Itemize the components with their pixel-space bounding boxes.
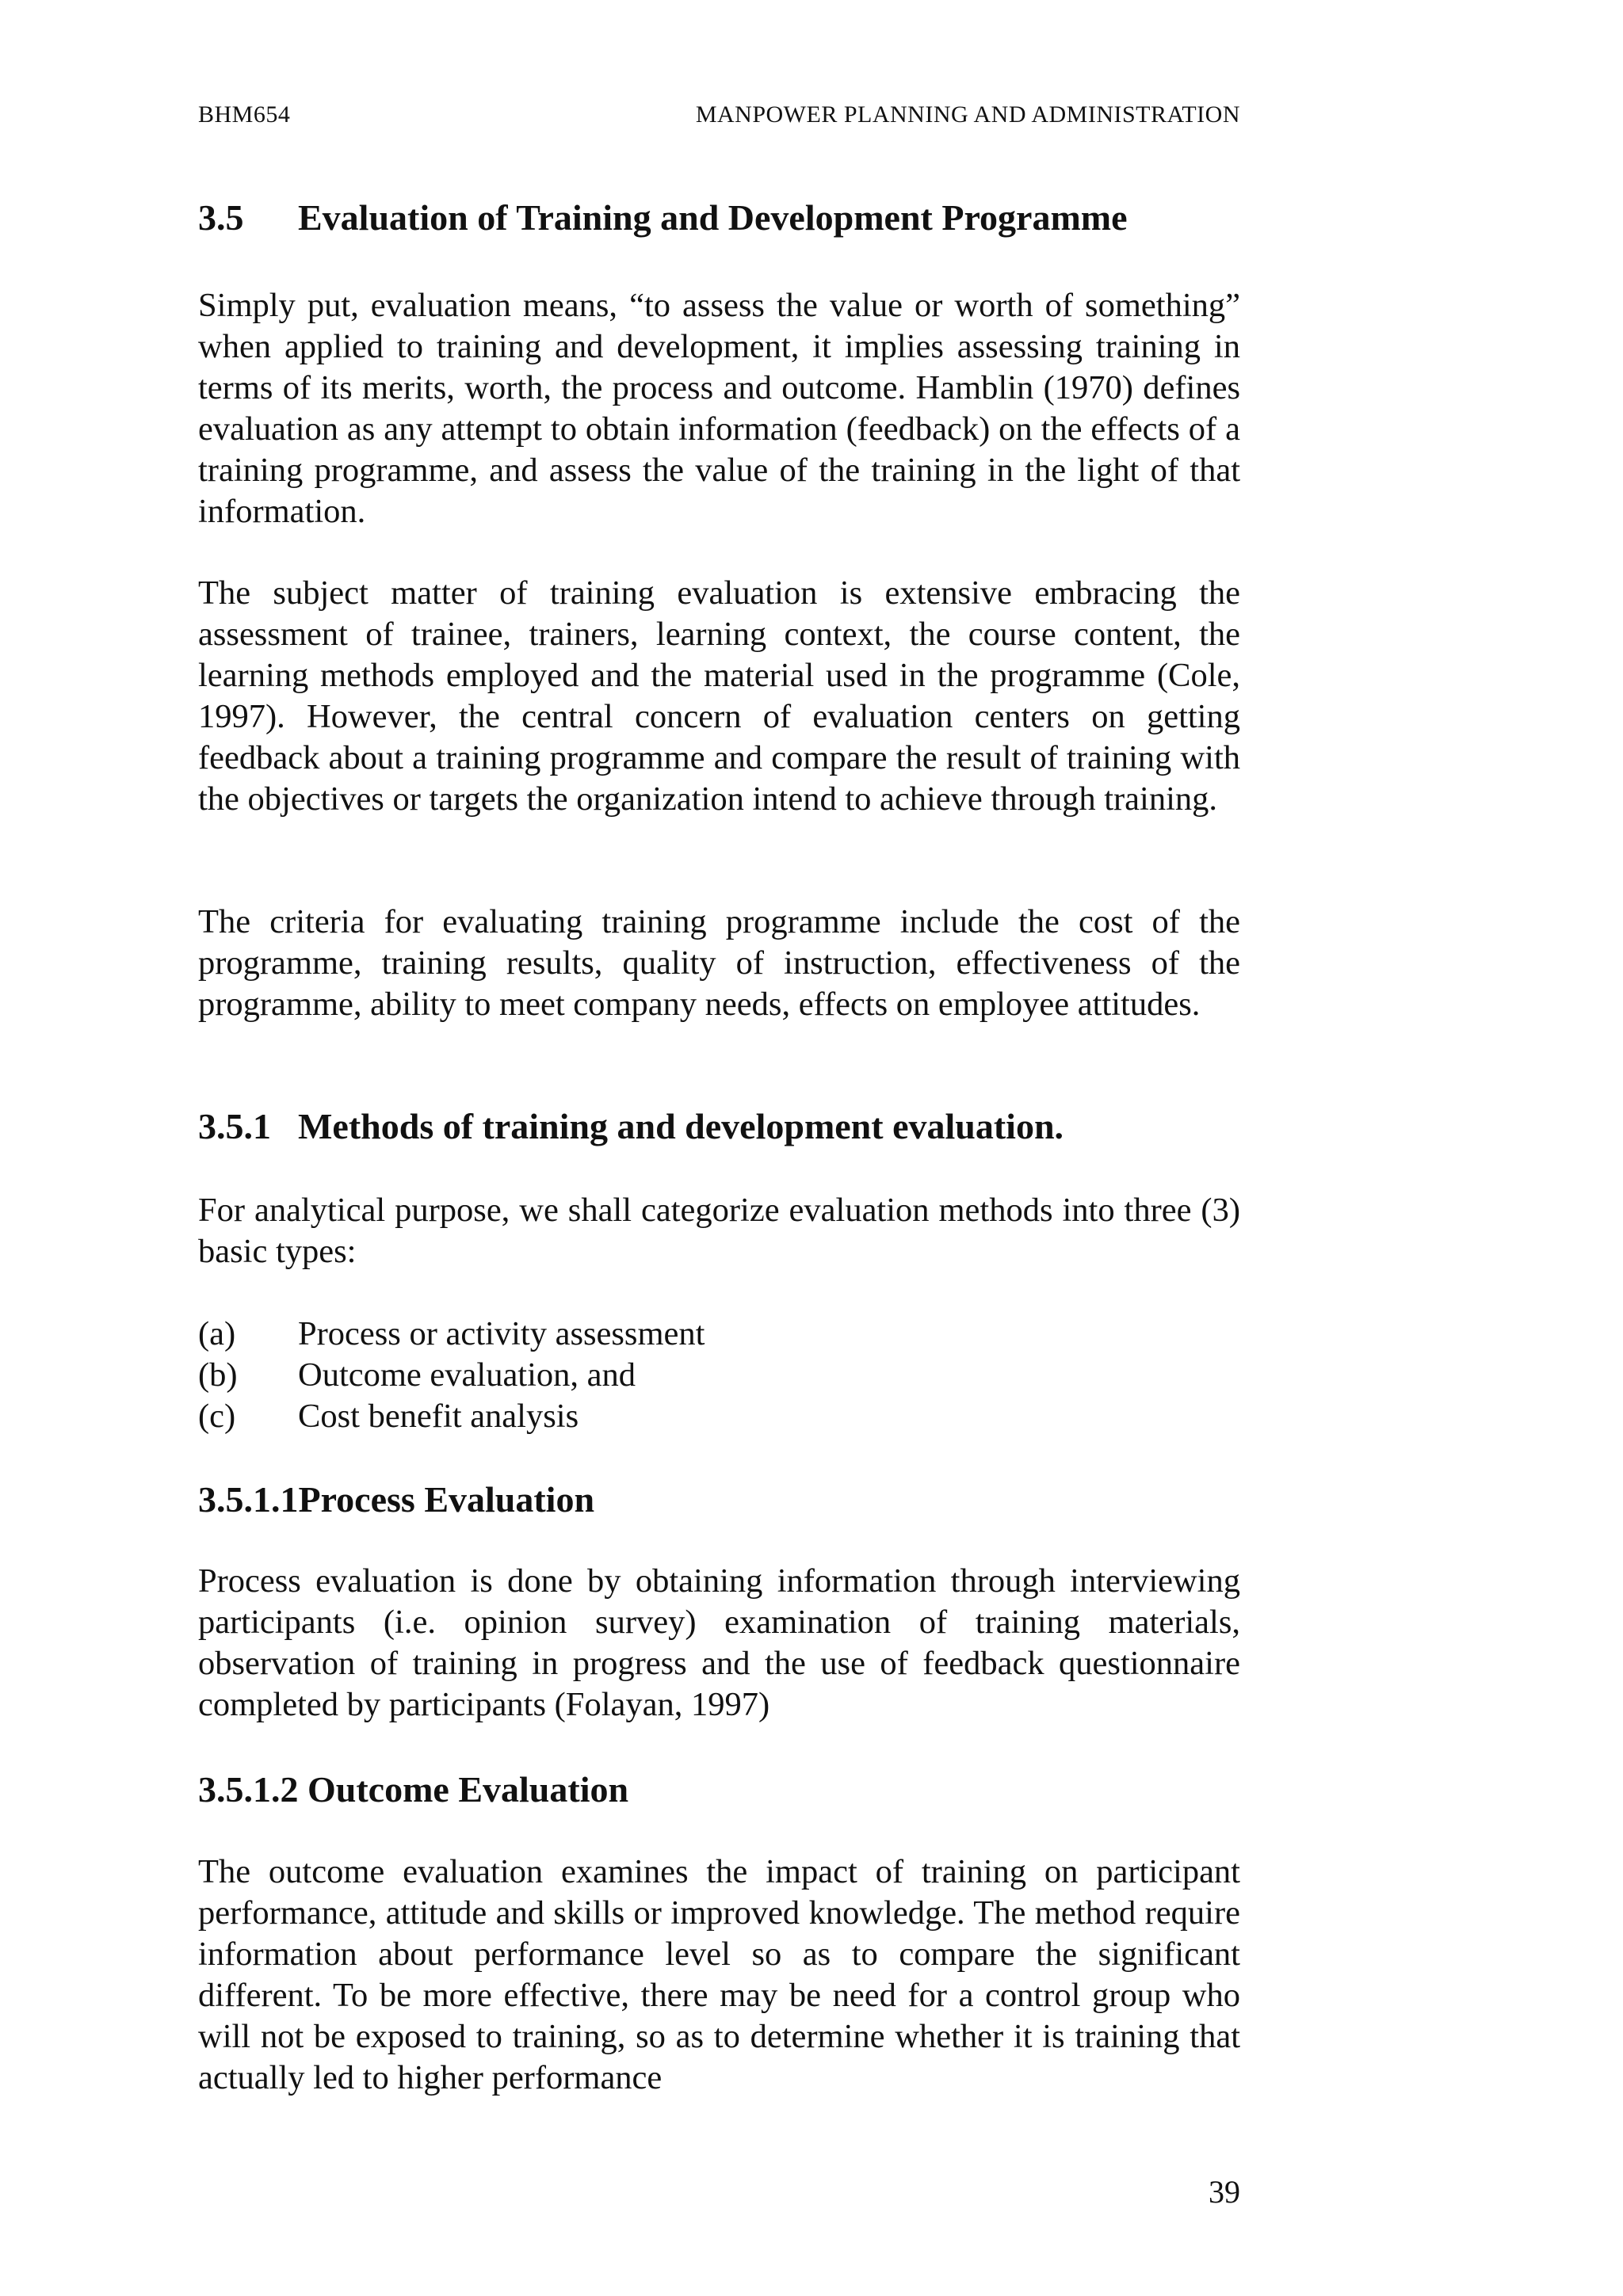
page-number: 39: [1209, 2174, 1240, 2210]
paragraph-subject-matter: The subject matter of training evaluation is extensive embracing the assessment of trainee, trainers, learning context, the course content, the learning methods employed and the material used in the programme (Cole, 1997). However, the central concern of evaluation centers on getting feedback about a training programme and compare the result of training with the objectives or targets the organization intend to achieve through training.: [198, 574, 1240, 818]
list-text: Cost benefit analysis: [298, 1398, 579, 1435]
subsection-heading: [198, 1105, 1064, 1148]
paragraph-outcome-evaluation: The outcome evaluation examines the impact of training on participant performance, attitude and skills or improved knowledge. The method require information about performance level so as to compare the significant different. To be more effective, there may be need for a control group who will not be exposed to training, so as to determine whether it is training that actually led to higher performance: [198, 1853, 1240, 2096]
evaluation-types-list: [198, 1314, 705, 1437]
list-item: [198, 1396, 705, 1437]
process-evaluation-heading: 3.5.1.1Process Evaluation: [198, 1479, 595, 1520]
list-item: [198, 1355, 705, 1396]
paragraph-methods-intro: For analytical purpose, we shall categorize evaluation methods into three (3) basic types:: [198, 1192, 1240, 1270]
list-text: Process or activity assessment: [298, 1315, 705, 1352]
section-number: 3.5: [198, 197, 244, 238]
outcome-evaluation-heading: 3.5.1.2 Outcome Evaluation: [198, 1769, 629, 1810]
list-marker: (c): [198, 1398, 236, 1435]
list-item: [198, 1314, 705, 1355]
page-header: [198, 101, 1240, 128]
course-code: BHM654: [198, 101, 291, 128]
section-title: Evaluation of Training and Development Programme: [298, 197, 1128, 238]
list-text: Outcome evaluation, and: [298, 1356, 636, 1394]
subsection-title: Methods of training and development evaluation.: [298, 1106, 1064, 1146]
paragraph-criteria: The criteria for evaluating training programme include the cost of the programme, training results, quality of instruction, effectiveness of the programme, ability to meet company needs, effects on employee attitudes.: [198, 903, 1240, 1023]
list-marker: (a): [198, 1315, 236, 1352]
paragraph-process-evaluation: Process evaluation is done by obtaining information through interviewing participants (i.e. opinion survey) examination of training materials, observation of training in progress and the use of feedback questionnaire completed by participants (Folayan, 1997): [198, 1562, 1240, 1723]
course-title: MANPOWER PLANNING AND ADMINISTRATION: [695, 101, 1240, 128]
paragraph-evaluation-definition: Simply put, evaluation means, “to assess the value or worth of something” when applied to training and development, it implies assessing training in terms of its merits, worth, the process and outcome. Hamblin (1970) defines evaluation as any attempt to obtain information (feedback) on the effects of a training programme, and assess the value of the training in the light of that information.: [198, 287, 1240, 530]
section-heading: [198, 196, 1128, 239]
list-marker: (b): [198, 1356, 238, 1394]
subsection-number: 3.5.1: [198, 1106, 271, 1146]
